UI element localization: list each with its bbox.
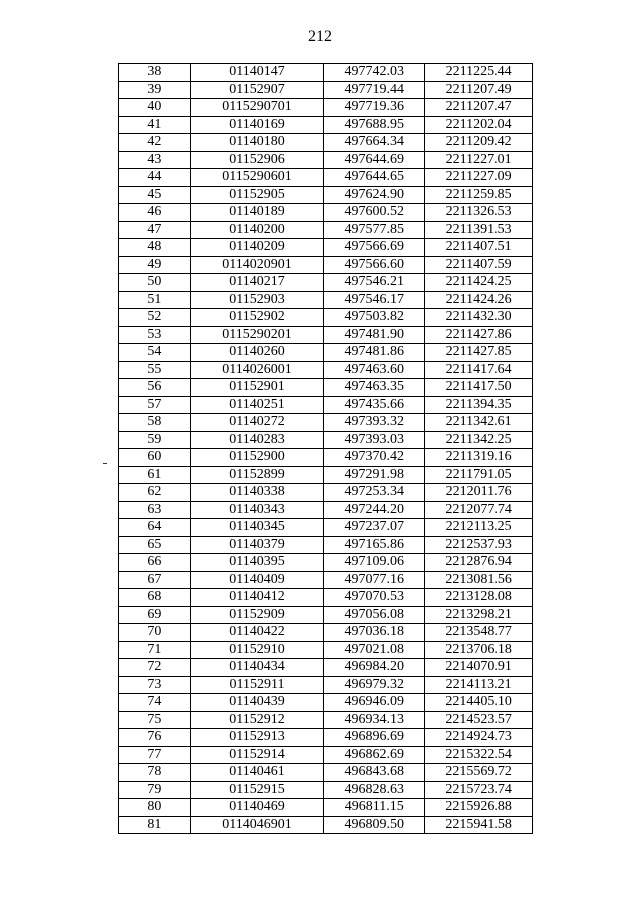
y-coordinate-cell: 2211791.05 <box>425 466 533 484</box>
table-row <box>119 676 533 694</box>
x-coordinate-cell: 497546.21 <box>324 274 425 292</box>
row-number-cell: 71 <box>119 641 191 659</box>
x-coordinate-cell: 497481.90 <box>324 326 425 344</box>
row-number-cell: 70 <box>119 624 191 642</box>
x-coordinate-cell: 497165.86 <box>324 536 425 554</box>
point-id-cell: 01140461 <box>190 764 324 782</box>
table-row <box>119 221 533 239</box>
y-coordinate-cell: 2215941.58 <box>425 816 533 834</box>
row-number-cell: 43 <box>119 151 191 169</box>
y-coordinate-cell: 2211432.30 <box>425 309 533 327</box>
point-id-cell: 01140409 <box>190 571 324 589</box>
y-coordinate-cell: 2211417.64 <box>425 361 533 379</box>
y-coordinate-cell: 2215723.74 <box>425 781 533 799</box>
point-id-cell: 01140189 <box>190 204 324 222</box>
row-number-cell: 63 <box>119 501 191 519</box>
y-coordinate-cell: 2211424.25 <box>425 274 533 292</box>
point-id-cell: 01152905 <box>190 186 324 204</box>
x-coordinate-cell: 497481.86 <box>324 344 425 362</box>
x-coordinate-cell: 497393.32 <box>324 414 425 432</box>
y-coordinate-cell: 2211326.53 <box>425 204 533 222</box>
y-coordinate-cell: 2211227.01 <box>425 151 533 169</box>
row-number-cell: 38 <box>119 64 191 82</box>
table-row <box>119 606 533 624</box>
row-number-cell: 60 <box>119 449 191 467</box>
row-number-cell: 72 <box>119 659 191 677</box>
table-row <box>119 624 533 642</box>
row-number-cell: 68 <box>119 589 191 607</box>
x-coordinate-cell: 496809.50 <box>324 816 425 834</box>
y-coordinate-cell: 2211417.50 <box>425 379 533 397</box>
row-number-cell: 64 <box>119 519 191 537</box>
point-id-cell: 01152901 <box>190 379 324 397</box>
row-number-cell: 67 <box>119 571 191 589</box>
page-number: 212 <box>308 28 332 45</box>
row-number-cell: 76 <box>119 729 191 747</box>
x-coordinate-cell: 497393.03 <box>324 431 425 449</box>
point-id-cell: 01140260 <box>190 344 324 362</box>
y-coordinate-cell: 2211427.86 <box>425 326 533 344</box>
row-number-cell: 62 <box>119 484 191 502</box>
x-coordinate-cell: 497070.53 <box>324 589 425 607</box>
row-number-cell: 59 <box>119 431 191 449</box>
point-id-cell: 01152913 <box>190 729 324 747</box>
table-row <box>119 746 533 764</box>
table-row <box>119 781 533 799</box>
point-id-cell: 01152900 <box>190 449 324 467</box>
y-coordinate-cell: 2211319.16 <box>425 449 533 467</box>
point-id-cell: 01140209 <box>190 239 324 257</box>
row-number-cell: 52 <box>119 309 191 327</box>
table-row <box>119 659 533 677</box>
row-number-cell: 61 <box>119 466 191 484</box>
x-coordinate-cell: 497435.66 <box>324 396 425 414</box>
row-number-cell: 56 <box>119 379 191 397</box>
x-coordinate-cell: 497664.34 <box>324 134 425 152</box>
x-coordinate-cell: 497370.42 <box>324 449 425 467</box>
point-id-cell: 0114046901 <box>190 816 324 834</box>
y-coordinate-cell: 2211427.85 <box>425 344 533 362</box>
point-id-cell: 01140434 <box>190 659 324 677</box>
row-number-cell: 81 <box>119 816 191 834</box>
y-coordinate-cell: 2211202.04 <box>425 116 533 134</box>
point-id-cell: 01152906 <box>190 151 324 169</box>
x-coordinate-cell: 497566.60 <box>324 256 425 274</box>
table-row <box>119 326 533 344</box>
y-coordinate-cell: 2214405.10 <box>425 694 533 712</box>
row-number-cell: 49 <box>119 256 191 274</box>
row-number-cell: 75 <box>119 711 191 729</box>
point-id-cell: 01140217 <box>190 274 324 292</box>
y-coordinate-cell: 2212113.25 <box>425 519 533 537</box>
y-coordinate-cell: 2211207.47 <box>425 99 533 117</box>
row-number-cell: 65 <box>119 536 191 554</box>
point-id-cell: 01140169 <box>190 116 324 134</box>
x-coordinate-cell: 497021.08 <box>324 641 425 659</box>
row-number-cell: 51 <box>119 291 191 309</box>
table-row <box>119 134 533 152</box>
row-number-cell: 45 <box>119 186 191 204</box>
row-number-cell: 54 <box>119 344 191 362</box>
x-coordinate-cell: 496828.63 <box>324 781 425 799</box>
point-id-cell: 01152899 <box>190 466 324 484</box>
x-coordinate-cell: 497719.44 <box>324 81 425 99</box>
row-number-cell: 78 <box>119 764 191 782</box>
row-number-cell: 58 <box>119 414 191 432</box>
y-coordinate-cell: 2213298.21 <box>425 606 533 624</box>
x-coordinate-cell: 496934.13 <box>324 711 425 729</box>
y-coordinate-cell: 2215322.54 <box>425 746 533 764</box>
row-number-cell: 55 <box>119 361 191 379</box>
table-row <box>119 571 533 589</box>
x-coordinate-cell: 496896.69 <box>324 729 425 747</box>
y-coordinate-cell: 2215569.72 <box>425 764 533 782</box>
point-id-cell: 01140469 <box>190 799 324 817</box>
point-id-cell: 01140251 <box>190 396 324 414</box>
row-number-cell: 77 <box>119 746 191 764</box>
row-number-cell: 69 <box>119 606 191 624</box>
table-row <box>119 274 533 292</box>
table-row <box>119 431 533 449</box>
table-row <box>119 589 533 607</box>
row-number-cell: 57 <box>119 396 191 414</box>
y-coordinate-cell: 2214924.73 <box>425 729 533 747</box>
table-row <box>119 554 533 572</box>
x-coordinate-cell: 497688.95 <box>324 116 425 134</box>
point-id-cell: 01140343 <box>190 501 324 519</box>
y-coordinate-cell: 2211407.59 <box>425 256 533 274</box>
point-id-cell: 01152907 <box>190 81 324 99</box>
table-row <box>119 169 533 187</box>
y-coordinate-cell: 2211394.35 <box>425 396 533 414</box>
y-coordinate-cell: 2211407.51 <box>425 239 533 257</box>
table-row <box>119 64 533 82</box>
x-coordinate-cell: 497742.03 <box>324 64 425 82</box>
table-body <box>119 64 533 834</box>
point-id-cell: 01152910 <box>190 641 324 659</box>
x-coordinate-cell: 497109.06 <box>324 554 425 572</box>
point-id-cell: 01152903 <box>190 291 324 309</box>
table-row <box>119 99 533 117</box>
row-number-cell: 47 <box>119 221 191 239</box>
y-coordinate-cell: 2211259.85 <box>425 186 533 204</box>
y-coordinate-cell: 2212011.76 <box>425 484 533 502</box>
table-row <box>119 116 533 134</box>
row-number-cell: 79 <box>119 781 191 799</box>
point-id-cell: 01140395 <box>190 554 324 572</box>
y-coordinate-cell: 2211391.53 <box>425 221 533 239</box>
x-coordinate-cell: 496843.68 <box>324 764 425 782</box>
row-number-cell: 40 <box>119 99 191 117</box>
table-row <box>119 396 533 414</box>
x-coordinate-cell: 497566.69 <box>324 239 425 257</box>
table-row <box>119 309 533 327</box>
row-number-cell: 74 <box>119 694 191 712</box>
table-row <box>119 694 533 712</box>
table-row <box>119 344 533 362</box>
y-coordinate-cell: 2213081.56 <box>425 571 533 589</box>
row-number-cell: 42 <box>119 134 191 152</box>
y-coordinate-cell: 2211227.09 <box>425 169 533 187</box>
x-coordinate-cell: 497546.17 <box>324 291 425 309</box>
table-row <box>119 291 533 309</box>
row-number-cell: 46 <box>119 204 191 222</box>
y-coordinate-cell: 2215926.88 <box>425 799 533 817</box>
table-row <box>119 186 533 204</box>
y-coordinate-cell: 2213548.77 <box>425 624 533 642</box>
point-id-cell: 0114026001 <box>190 361 324 379</box>
x-coordinate-cell: 497056.08 <box>324 606 425 624</box>
x-coordinate-cell: 497624.90 <box>324 186 425 204</box>
x-coordinate-cell: 497463.60 <box>324 361 425 379</box>
table-row <box>119 379 533 397</box>
x-coordinate-cell: 497719.36 <box>324 99 425 117</box>
point-id-cell: 01140200 <box>190 221 324 239</box>
table-row <box>119 81 533 99</box>
y-coordinate-cell: 2211342.25 <box>425 431 533 449</box>
table-row <box>119 536 533 554</box>
coordinates-table <box>118 63 533 834</box>
x-coordinate-cell: 497244.20 <box>324 501 425 519</box>
x-coordinate-cell: 497253.34 <box>324 484 425 502</box>
point-id-cell: 01140283 <box>190 431 324 449</box>
point-id-cell: 01140147 <box>190 64 324 82</box>
point-id-cell: 01152909 <box>190 606 324 624</box>
x-coordinate-cell: 497463.35 <box>324 379 425 397</box>
x-coordinate-cell: 497503.82 <box>324 309 425 327</box>
point-id-cell: 0114020901 <box>190 256 324 274</box>
y-coordinate-cell: 2214523.57 <box>425 711 533 729</box>
point-id-cell: 01140379 <box>190 536 324 554</box>
row-number-cell: 44 <box>119 169 191 187</box>
table-row <box>119 484 533 502</box>
point-id-cell: 01140412 <box>190 589 324 607</box>
y-coordinate-cell: 2211209.42 <box>425 134 533 152</box>
table-row <box>119 641 533 659</box>
x-coordinate-cell: 497644.65 <box>324 169 425 187</box>
table-row <box>119 414 533 432</box>
row-number-cell: 73 <box>119 676 191 694</box>
point-id-cell: 0115290201 <box>190 326 324 344</box>
point-id-cell: 0115290601 <box>190 169 324 187</box>
point-id-cell: 01152912 <box>190 711 324 729</box>
point-id-cell: 01152914 <box>190 746 324 764</box>
row-number-cell: 39 <box>119 81 191 99</box>
table-row <box>119 151 533 169</box>
row-number-cell: 80 <box>119 799 191 817</box>
y-coordinate-cell: 2213128.08 <box>425 589 533 607</box>
point-id-cell: 01152915 <box>190 781 324 799</box>
y-coordinate-cell: 2211225.44 <box>425 64 533 82</box>
x-coordinate-cell: 497600.52 <box>324 204 425 222</box>
x-coordinate-cell: 497644.69 <box>324 151 425 169</box>
table-row <box>119 204 533 222</box>
table-row <box>119 729 533 747</box>
margin-mark <box>103 463 107 464</box>
y-coordinate-cell: 2211424.26 <box>425 291 533 309</box>
row-number-cell: 41 <box>119 116 191 134</box>
table-row <box>119 239 533 257</box>
row-number-cell: 66 <box>119 554 191 572</box>
point-id-cell: 0115290701 <box>190 99 324 117</box>
point-id-cell: 01152911 <box>190 676 324 694</box>
table-row <box>119 449 533 467</box>
y-coordinate-cell: 2214113.21 <box>425 676 533 694</box>
y-coordinate-cell: 2211207.49 <box>425 81 533 99</box>
x-coordinate-cell: 497577.85 <box>324 221 425 239</box>
point-id-cell: 01140180 <box>190 134 324 152</box>
x-coordinate-cell: 496979.32 <box>324 676 425 694</box>
point-id-cell: 01140272 <box>190 414 324 432</box>
point-id-cell: 01140422 <box>190 624 324 642</box>
row-number-cell: 50 <box>119 274 191 292</box>
y-coordinate-cell: 2212537.93 <box>425 536 533 554</box>
y-coordinate-cell: 2213706.18 <box>425 641 533 659</box>
table-row <box>119 799 533 817</box>
table-row <box>119 519 533 537</box>
y-coordinate-cell: 2212077.74 <box>425 501 533 519</box>
x-coordinate-cell: 496811.15 <box>324 799 425 817</box>
table-row <box>119 256 533 274</box>
x-coordinate-cell: 497291.98 <box>324 466 425 484</box>
row-number-cell: 53 <box>119 326 191 344</box>
y-coordinate-cell: 2212876.94 <box>425 554 533 572</box>
x-coordinate-cell: 496862.69 <box>324 746 425 764</box>
x-coordinate-cell: 497077.16 <box>324 571 425 589</box>
table-row <box>119 711 533 729</box>
x-coordinate-cell: 497237.07 <box>324 519 425 537</box>
table-row <box>119 501 533 519</box>
point-id-cell: 01152902 <box>190 309 324 327</box>
point-id-cell: 01140439 <box>190 694 324 712</box>
y-coordinate-cell: 2211342.61 <box>425 414 533 432</box>
x-coordinate-cell: 496946.09 <box>324 694 425 712</box>
table-row <box>119 361 533 379</box>
x-coordinate-cell: 496984.20 <box>324 659 425 677</box>
y-coordinate-cell: 2214070.91 <box>425 659 533 677</box>
point-id-cell: 01140338 <box>190 484 324 502</box>
table-row <box>119 816 533 834</box>
table-row <box>119 764 533 782</box>
point-id-cell: 01140345 <box>190 519 324 537</box>
x-coordinate-cell: 497036.18 <box>324 624 425 642</box>
table-row <box>119 466 533 484</box>
row-number-cell: 48 <box>119 239 191 257</box>
